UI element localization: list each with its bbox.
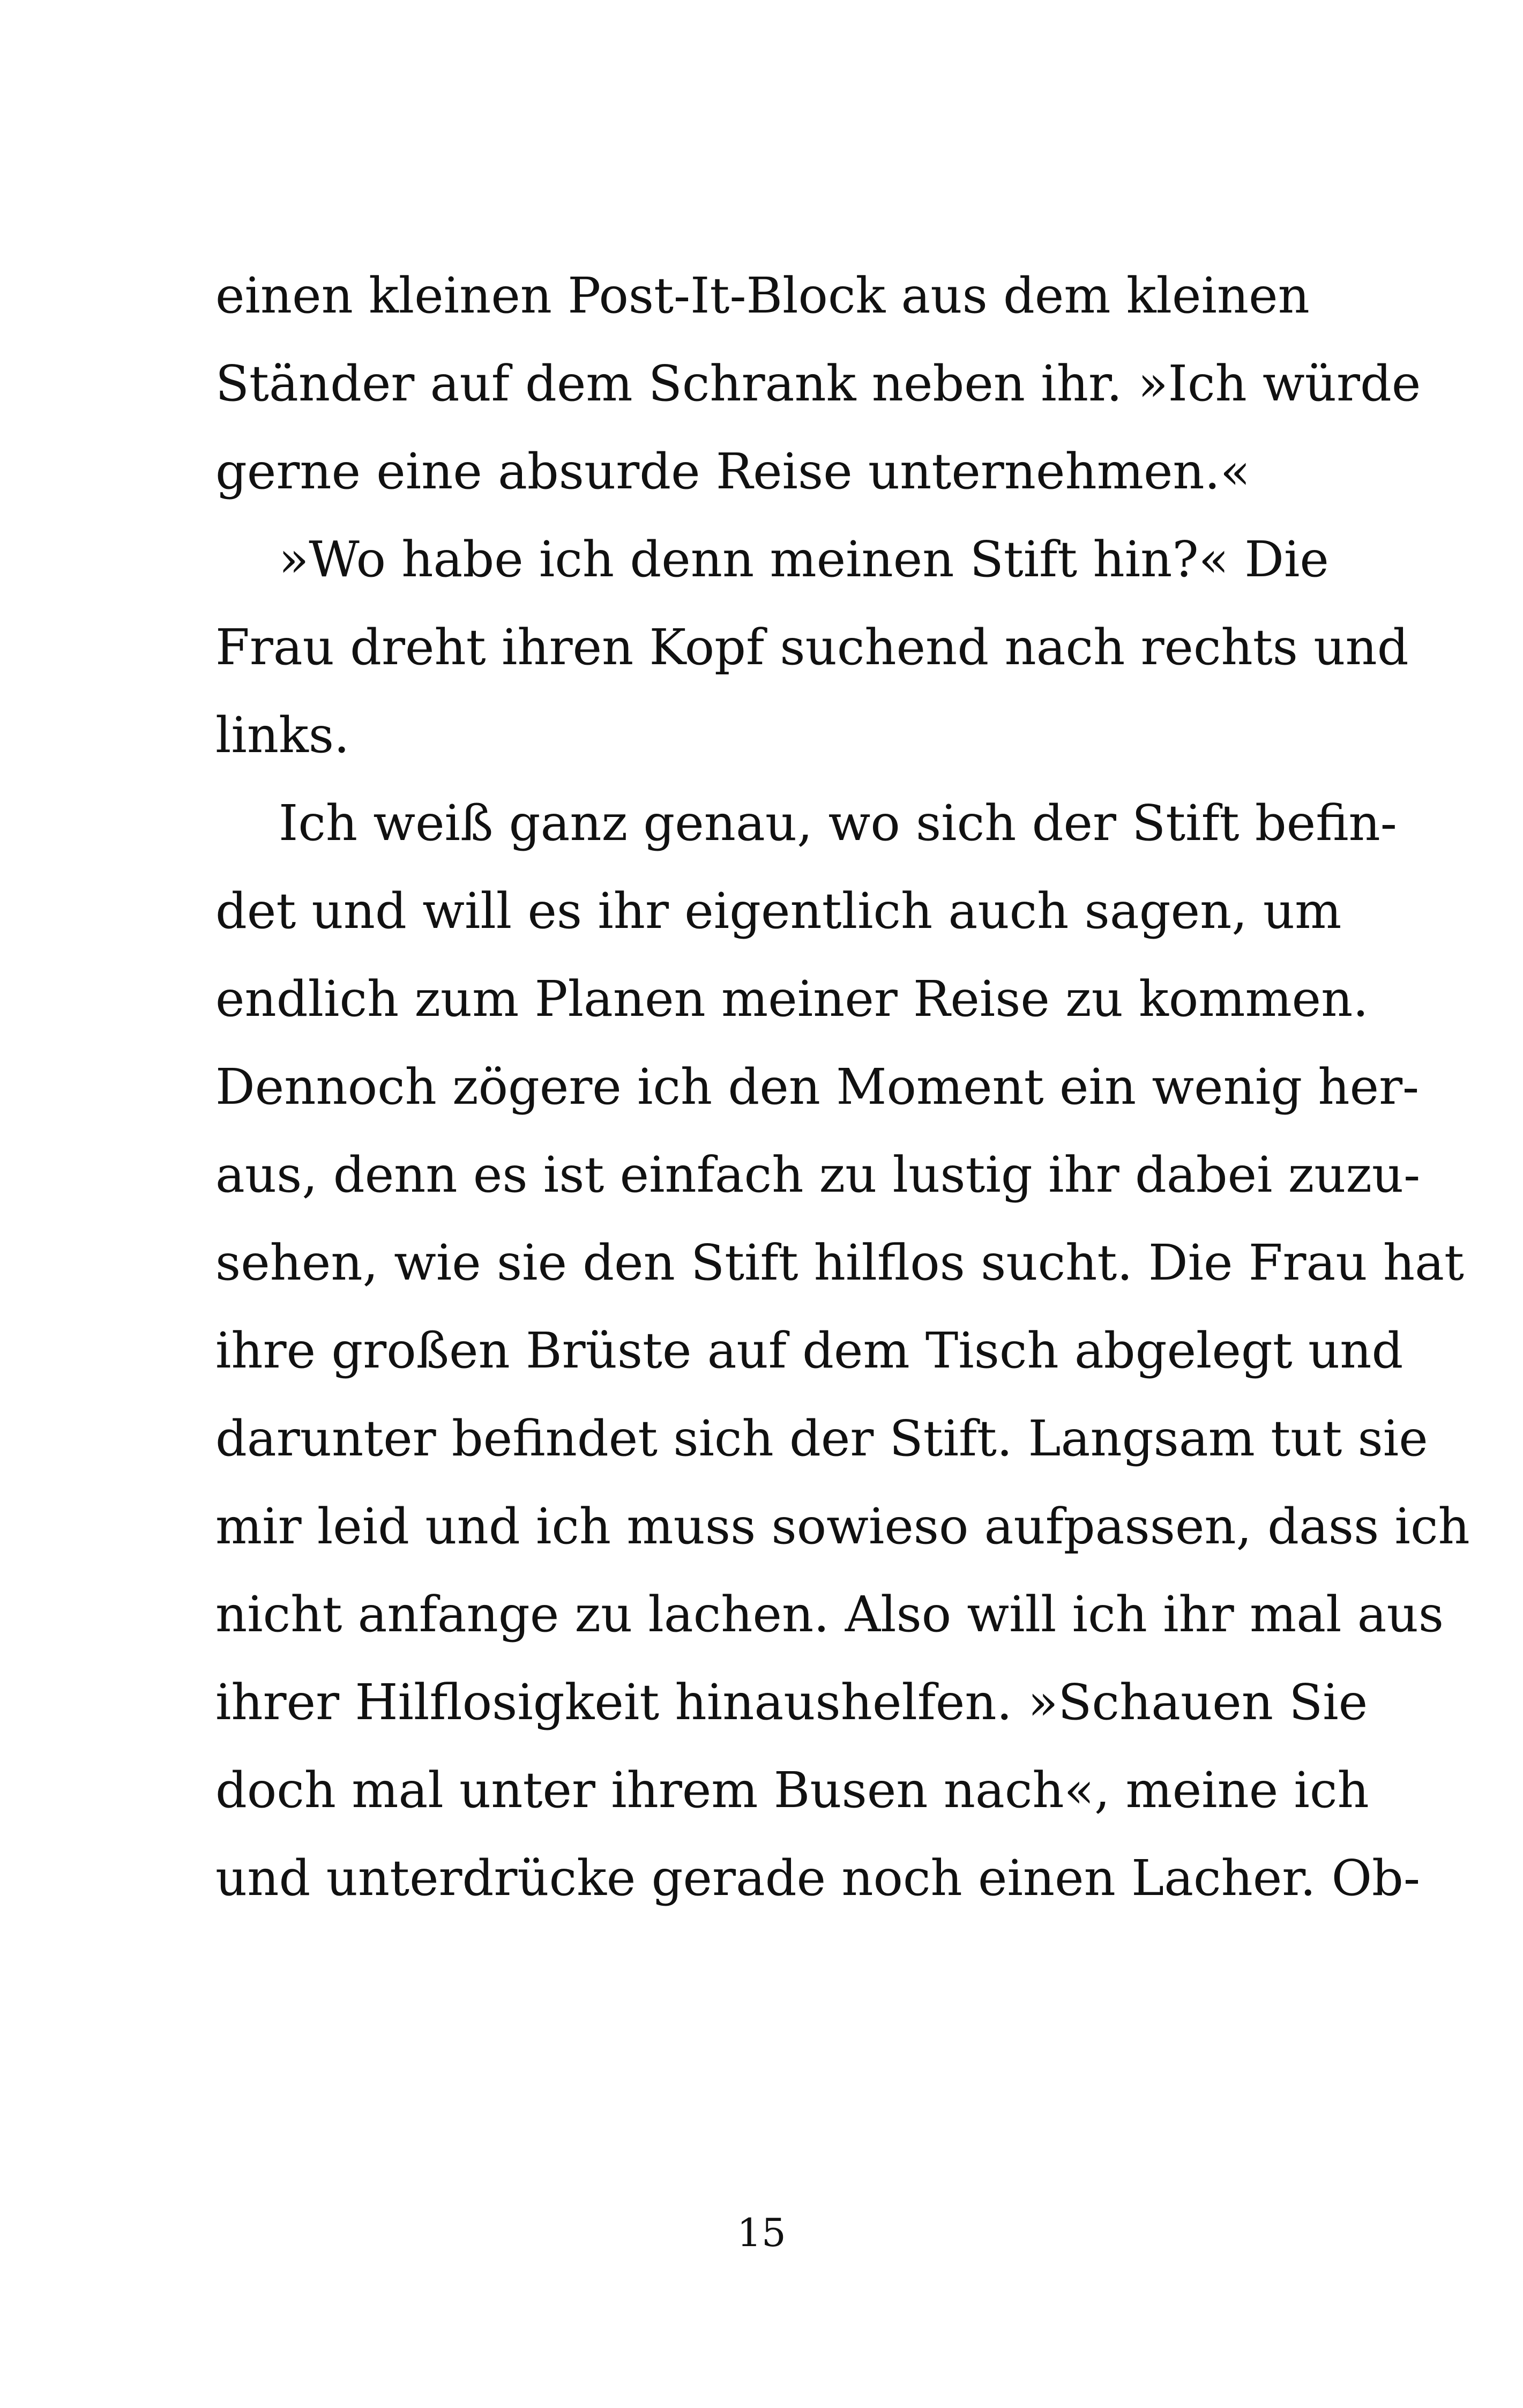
text-line: Ständer auf dem Schrank neben ihr. »Ich würde [215, 355, 1421, 412]
text-line: endlich zum Planen meiner Reise zu kommen. [215, 970, 1369, 1028]
page-number: 15 [737, 2210, 786, 2255]
text-line: Ich weiß ganz genau, wo sich der Stift befin- [279, 794, 1397, 852]
text-line: det und will es ihr eigentlich auch sagen, um [215, 882, 1342, 940]
text-line: ihre großen Brüste auf dem Tisch abgelegt und [215, 1322, 1403, 1379]
text-line: aus, denn es ist einfach zu lustig ihr dabei zuzu- [215, 1146, 1421, 1203]
text-line: »Wo habe ich denn meinen Stift hin?« Die [279, 531, 1329, 588]
text-line: darunter befindet sich der Stift. Langsam tut sie [215, 1410, 1428, 1467]
text-line: einen kleinen Post-It-Block aus dem kleinen [215, 267, 1310, 324]
text-line: nicht anfange zu lachen. Also will ich ihr mal aus [215, 1586, 1444, 1643]
text-line: Dennoch zögere ich den Moment ein wenig her- [215, 1058, 1420, 1116]
text-line: sehen, wie sie den Stift hilflos sucht. Die Frau hat [215, 1234, 1464, 1291]
text-line: gerne eine absurde Reise unternehmen.« [215, 443, 1251, 500]
text-line: Frau dreht ihren Kopf suchend nach rechts und [215, 619, 1409, 676]
text-line: und unterdrücke gerade noch einen Lacher. Ob- [215, 1849, 1421, 1907]
text-line: doch mal unter ihrem Busen nach«, meine ich [215, 1762, 1369, 1819]
body-text [215, 252, 1470, 1922]
text-line: ihrer Hilflosigkeit hinaushelfen. »Schauen Sie [215, 1674, 1368, 1731]
text-line: links. [215, 707, 350, 764]
text-line: mir leid und ich muss sowieso aufpassen, dass ich [215, 1498, 1470, 1555]
